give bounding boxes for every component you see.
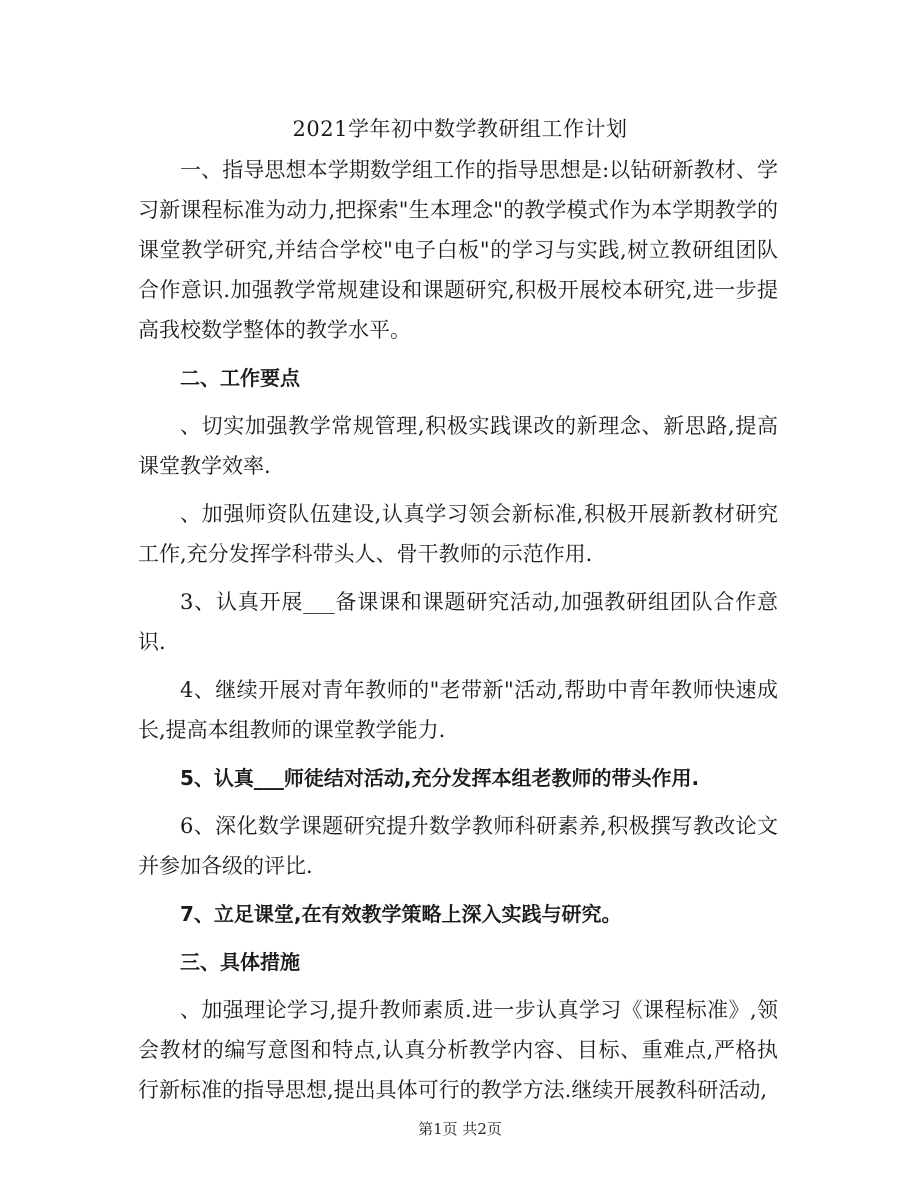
section-heading-measures: 三、具体措施 bbox=[180, 950, 300, 974]
paragraph-item-6: 6、深化数学课题研究提升数学教师科研素养,积极撰写教改论文并参加各级的评比. bbox=[138, 814, 778, 878]
paragraph-item-5: 5、认真___师徒结对活动,充分发挥本组老教师的带头作用. bbox=[180, 766, 700, 790]
paragraph-item-3: 3、认真开展___备课课和课题研究活动,加强教研组团队合作意识. bbox=[138, 590, 778, 654]
paragraph-item-2: 、加强师资队伍建设,认真学习领会新标准,积极开展新教材研究工作,充分发挥学科带头人、骨干教师的示范作用. bbox=[138, 502, 778, 566]
paragraph-item-1: 、切实加强教学常规管理,积极实践课改的新理念、新思路,提高课堂教学效率. bbox=[138, 414, 778, 478]
paragraph-item-4: 4、继续开展对青年教师的"老带新"活动,帮助中青年教师快速成长,提高本组教师的课堂教学能力. bbox=[138, 678, 778, 742]
page-indicator: 第1页 共2页 bbox=[418, 1120, 502, 1138]
document-body bbox=[138, 150, 778, 1110]
document-title: 2021学年初中数学教研组工作计划 bbox=[292, 117, 628, 141]
paragraph-item-7: 7、立足课堂,在有效教学策略上深入实践与研究。 bbox=[180, 902, 622, 926]
section-heading-work-points: 二、工作要点 bbox=[180, 366, 300, 390]
paragraph-measure-1: 、加强理论学习,提升教师素质.进一步认真学习《课程标准》,领会教材的编写意图和特点,认真分析教学内容、目标、重难点,严格执行新标准的指导思想,提出具体可行的教学方法.继续开展教科研活动, bbox=[138, 998, 778, 1102]
paragraph-guiding-ideology: 一、指导思想本学期数学组工作的指导思想是:以钻研新教材、学习新课程标准为动力,把探索"生本理念"的教学模式作为本学期教学的课堂教学研究,并结合学校"电子白板"的学习与实践,树立教研组团队合作意识.加强教学常规建设和课题研究,积极开展校本研究,进一步提高我校数学整体的教学水平。 bbox=[138, 158, 778, 342]
